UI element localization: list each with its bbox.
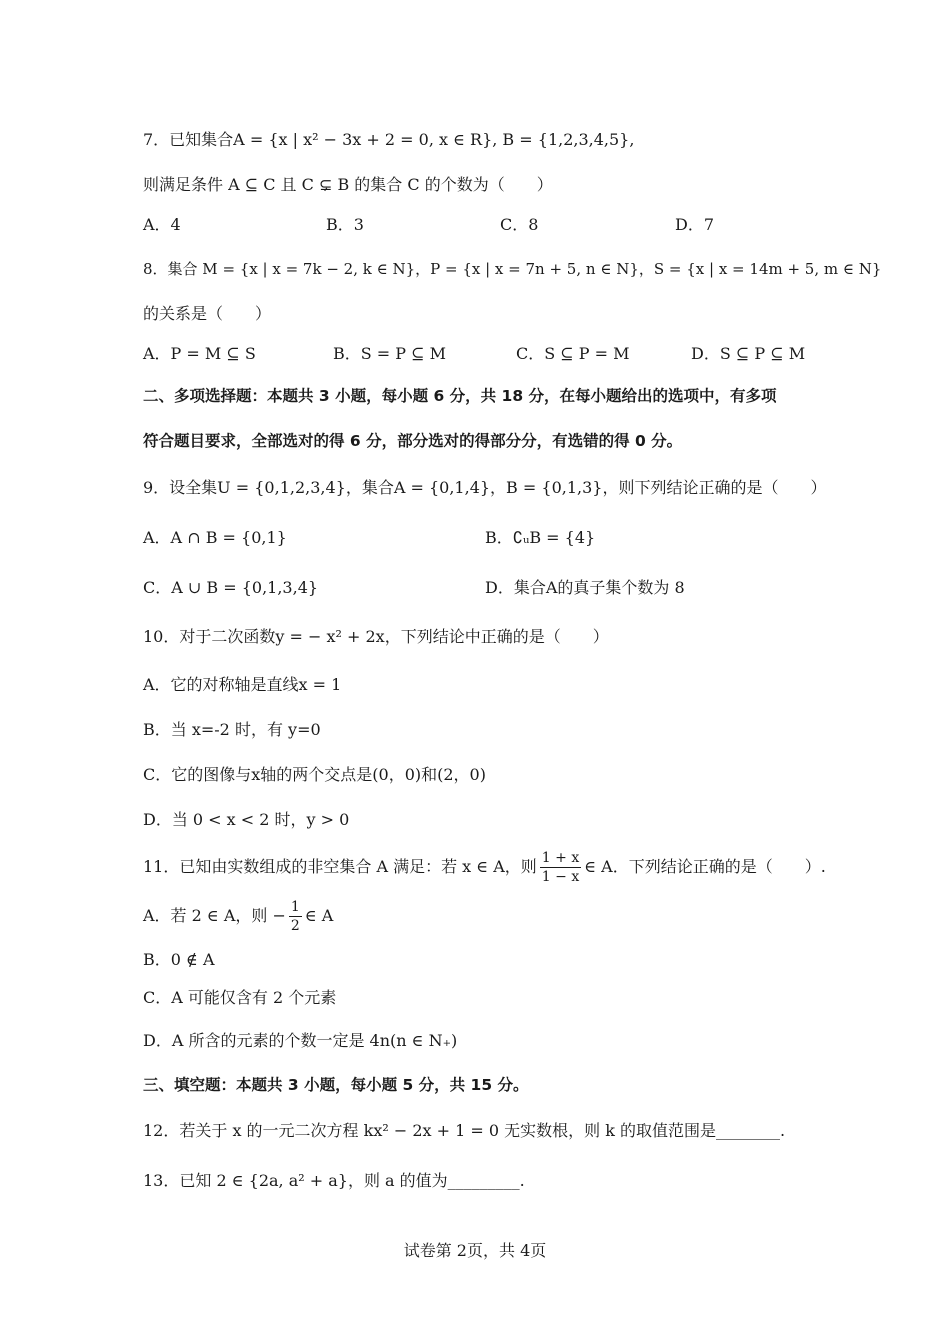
q7-condition: 则满足条件 A ⊆ C 且 C ⊊ B 的集合 C 的个数为（ ） bbox=[143, 175, 553, 194]
q11-option-b: B．0 ∉ A bbox=[143, 950, 215, 969]
q7-option-d: D．7 bbox=[675, 215, 715, 234]
q10-stem: 10．对于二次函数y = − x² + 2x，下列结论中正确的是（ ） bbox=[143, 627, 609, 646]
q8-continuation: 的关系是（ ） bbox=[143, 304, 272, 323]
q7-option-c: C．8 bbox=[500, 215, 539, 234]
section2-heading-line1: 二、多项选择题：本题共 3 小题，每小题 6 分，共 18 分，在每小题给出的选项中，有多项 bbox=[143, 387, 777, 405]
section3-heading: 三、填空题：本题共 3 小题，每小题 5 分，共 15 分。 bbox=[143, 1076, 529, 1094]
q9-stem: 9．设全集U = {0,1,2,3,4}，集合A = {0,1,4}，B = {0,1,3}，则下列结论正确的是（ ） bbox=[143, 478, 827, 497]
q9-option-d: D．集合A的真子集个数为 8 bbox=[485, 578, 685, 597]
q13-stem: 13．已知 2 ∈ {2a, a² + a}，则 a 的值为_________. bbox=[143, 1171, 525, 1190]
q11-option-a-numerator: 1 bbox=[290, 898, 300, 915]
q10-option-a: A．它的对称轴是直线x = 1 bbox=[143, 675, 342, 694]
section2-heading-line2: 符合题目要求，全部选对的得 6 分，部分选对的得部分分，有选错的得 0 分。 bbox=[143, 432, 683, 450]
page-footer: 试卷第 2页，共 4页 bbox=[403, 1241, 547, 1260]
q8-option-d: D．S ⊆ P ⊆ M bbox=[691, 344, 806, 363]
q11-fraction bbox=[540, 849, 581, 886]
q8-stem: 8．集合 M = {x | x = 7k − 2, k ∈ N}，P = {x | x = 7n + 5, n ∈ N}，S = {x | x = 14m + 5, m ∈ N} bbox=[143, 260, 882, 278]
q11-option-a-prefix: A．若 2 ∈ A，则 − bbox=[143, 906, 286, 925]
q11-option-a bbox=[143, 894, 333, 938]
q11-option-c: C．A 可能仅含有 2 个元素 bbox=[143, 988, 337, 1007]
q11-stem bbox=[143, 845, 826, 889]
q10-option-b: B．当 x=-2 时，有 y=0 bbox=[143, 720, 321, 739]
q9-option-b: B．∁ᵤB = {4} bbox=[485, 528, 596, 547]
q12-stem: 12．若关于 x 的一元二次方程 kx² − 2x + 1 = 0 无实数根，则 k 的取值范围是________. bbox=[143, 1121, 786, 1140]
q8-option-a: A．P = M ⊆ S bbox=[143, 344, 256, 363]
q9-option-c: C．A ∪ B = {0,1,3,4} bbox=[143, 578, 319, 597]
q11-option-a-denominator: 2 bbox=[290, 917, 300, 934]
q7-option-a: A．4 bbox=[143, 215, 181, 234]
q7-option-b: B．3 bbox=[326, 215, 364, 234]
q11-fraction-numerator: 1 + x bbox=[541, 849, 580, 866]
q9-option-a: A．A ∩ B = {0,1} bbox=[143, 528, 287, 547]
q10-option-d: D．当 0 < x < 2 时，y > 0 bbox=[143, 810, 350, 829]
q10-option-c: C．它的图像与x轴的两个交点是(0，0)和(2，0) bbox=[143, 765, 486, 784]
q8-option-c: C．S ⊆ P = M bbox=[516, 344, 630, 363]
q11-option-d: D．A 所含的元素的个数一定是 4n(n ∈ N₊) bbox=[143, 1031, 458, 1050]
q11-option-a-suffix: ∈ A bbox=[304, 906, 334, 925]
q11-option-a-fraction bbox=[289, 898, 302, 935]
q8-option-b: B．S = P ⊆ M bbox=[333, 344, 447, 363]
q11-stem-prefix: 11．已知由实数组成的非空集合 A 满足：若 x ∈ A，则 bbox=[143, 857, 537, 876]
q7-stem: 7．已知集合A = {x | x² − 3x + 2 = 0, x ∈ R}, B = {1,2,3,4,5}, bbox=[143, 130, 635, 149]
q11-stem-suffix: ∈ A．下列结论正确的是（ ）. bbox=[584, 857, 826, 876]
q11-fraction-denominator: 1 − x bbox=[541, 868, 580, 885]
